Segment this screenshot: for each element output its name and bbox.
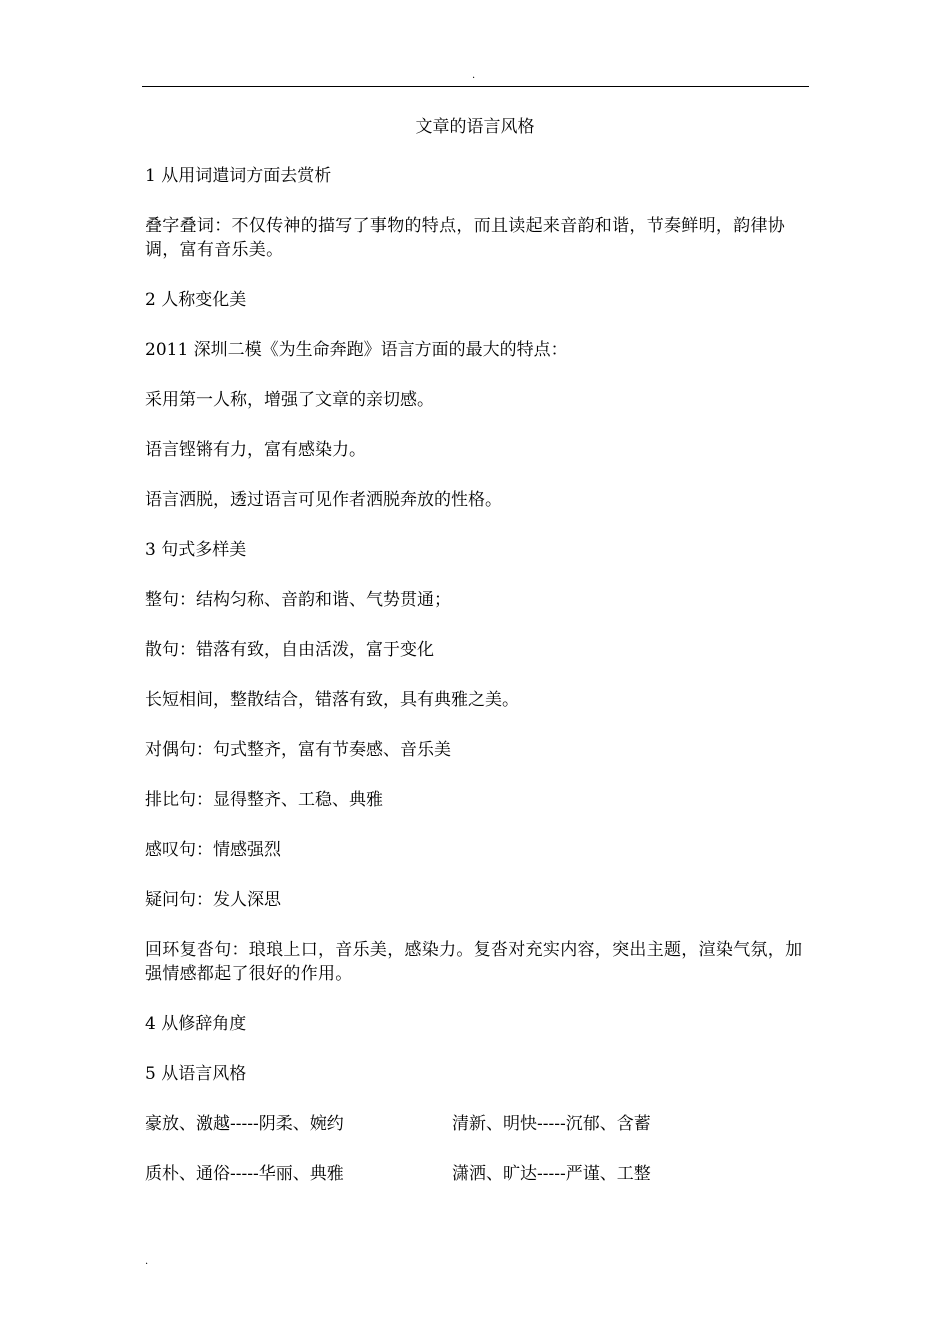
paragraph-example-source: 2011 深圳二模《为生命奔跑》语言方面的最大的特点： (145, 340, 568, 360)
header-rule (142, 86, 809, 87)
style-pair-left: 质朴、通俗-----华丽、典雅 (145, 1164, 344, 1184)
paragraph-refrain: 回环复沓句：琅琅上口，音乐美，感染力。复沓对充实内容，突出主题，渲染气氛，加强情感都起了很好的作用。 (145, 940, 803, 984)
paragraph-parallelism: 排比句：显得整齐、工稳、典雅 (145, 790, 383, 810)
paragraph-reduplication: 叠字叠词：不仅传神的描写了事物的特点，而且读起来音韵和谐，节奏鲜明，韵律协调，富有音乐美。 (145, 216, 786, 260)
section-heading-5: 5 从语言风格 (145, 1064, 247, 1084)
style-pair-left: 豪放、激越-----阴柔、婉约 (145, 1114, 344, 1134)
paragraph-first-person: 采用第一人称，增强了文章的亲切感。 (145, 390, 434, 410)
document-title: 文章的语言风格 (415, 117, 535, 137)
paragraph-long-short: 长短相间，整散结合，错落有致，具有典雅之美。 (145, 690, 519, 710)
footer-mark: . (145, 1256, 149, 1267)
paragraph-parallel-sentence: 整句：结构匀称、音韵和谐、气势贯通； (145, 590, 451, 610)
header-mark: . (472, 70, 476, 81)
paragraph-forceful: 语言铿锵有力，富有感染力。 (145, 440, 366, 460)
style-pair-right: 潇洒、旷达-----严谨、工整 (452, 1164, 651, 1184)
paragraph-antithesis: 对偶句：句式整齐，富有节奏感、音乐美 (145, 740, 451, 760)
paragraph-unrestrained: 语言洒脱，透过语言可见作者洒脱奔放的性格。 (145, 490, 502, 510)
style-pair-right: 清新、明快-----沉郁、含蓄 (452, 1114, 651, 1134)
section-heading-1: 1 从用词遣词方面去赏析 (145, 166, 332, 186)
section-heading-2: 2 人称变化美 (145, 290, 247, 310)
section-heading-4: 4 从修辞角度 (145, 1014, 247, 1034)
paragraph-loose-sentence: 散句：错落有致，自由活泼，富于变化 (145, 640, 434, 660)
paragraph-exclamation: 感叹句：情感强烈 (145, 840, 281, 860)
paragraph-question: 疑问句：发人深思 (145, 890, 281, 910)
section-heading-3: 3 句式多样美 (145, 540, 247, 560)
